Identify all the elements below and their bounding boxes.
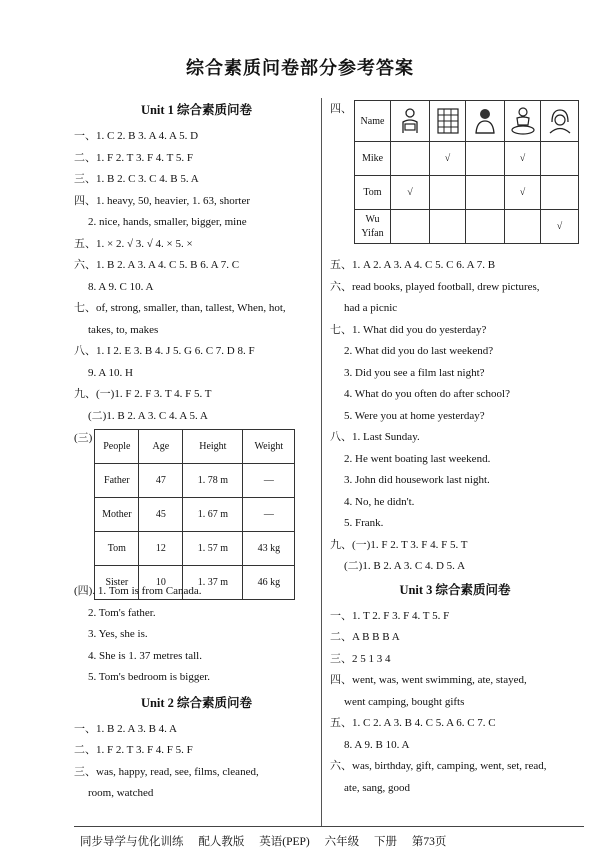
answer-line: 九、(一)1. F 2. F 3. T 4. F 5. T <box>74 388 212 400</box>
table-header-row <box>355 101 579 142</box>
answer-line: 2. He went boating last weekend. <box>344 452 491 465</box>
answer-line: 六、read books, played football, drew pictures, <box>330 280 540 293</box>
answer-line: room, watched <box>88 787 154 799</box>
answer-line: had a picnic <box>344 302 398 314</box>
answer-line: (四). 1. Tom is from Canada. <box>74 585 202 597</box>
footer-subject: 英语(PEP) <box>259 836 310 848</box>
table-cell: √ <box>541 210 579 244</box>
answer-line: 4. She is 1. 37 metres tall. <box>88 649 202 662</box>
table-header-row <box>95 430 295 464</box>
table-cell <box>466 210 505 244</box>
answer-line: 3. Did you see a film last night? <box>344 366 485 379</box>
answer-line: 一、1. C 2. B 3. A 4. A 5. D <box>74 130 199 142</box>
answer-line: 三、1. B 2. C 3. C 4. B 5. A <box>74 173 199 185</box>
table-cell: Mike <box>355 142 391 176</box>
table-row <box>355 210 579 244</box>
table-cell: 1. 78 m <box>183 464 243 498</box>
answer-line: 八、1. Last Sunday. <box>330 431 420 443</box>
answer-line: 四、went, was, went swimming, ate, stayed, <box>330 674 527 686</box>
table-label: 四、 <box>330 103 352 115</box>
answer-line: 2. Tom's father. <box>88 606 156 619</box>
page-footer <box>80 833 580 849</box>
answer-line: 8. A 9. C 10. A <box>88 280 154 293</box>
answer-line: 五、1. A 2. A 3. A 4. C 5. C 6. A 7. B <box>330 259 496 271</box>
column-divider <box>321 98 322 826</box>
table-row <box>95 532 295 566</box>
answer-line: 七、1. What did you do yesterday? <box>330 323 487 336</box>
footer-edition: 配人教版 <box>198 836 245 848</box>
table-cell <box>430 210 466 244</box>
table-header: Weight <box>243 430 295 464</box>
table-cell: Tom <box>95 532 139 566</box>
table-row <box>95 464 295 498</box>
footer-term: 下册 <box>373 836 397 848</box>
table-cell: Mother <box>95 498 139 532</box>
table-row <box>355 176 579 210</box>
answer-line: 5. Were you at home yesterday? <box>344 409 485 422</box>
answer-line: 4. No, he didn't. <box>344 495 415 508</box>
table-header: Age <box>139 430 183 464</box>
table-header <box>466 101 505 142</box>
table-cell <box>505 210 541 244</box>
left-column <box>74 100 319 805</box>
answer-line: 二、A B B B A <box>330 631 400 643</box>
table-header: People <box>95 430 139 464</box>
table-row <box>95 498 295 532</box>
answer-line: 八、1. I 2. E 3. B 4. J 5. G 6. C 7. D 8. F <box>74 345 255 357</box>
answer-line: 8. A 9. B 10. A <box>344 738 410 751</box>
answer-line: 4. What do you often do after school? <box>344 388 510 400</box>
table-cell: Wu Yifan <box>355 210 391 244</box>
table-cell: 47 <box>139 464 183 498</box>
table-cell: √ <box>391 176 430 210</box>
table-cell: Father <box>95 464 139 498</box>
answer-line: 二、1. F 2. T 3. F 4. F 5. F <box>74 744 193 756</box>
table-header <box>505 101 541 142</box>
answer-line: 9. A 10. H <box>88 366 133 379</box>
unit2-title: Unit 2 综合素质问卷 <box>140 695 253 710</box>
table-cell: — <box>243 498 295 532</box>
swimming-icon <box>547 106 573 136</box>
answer-line: (二)1. B 2. A 3. C 4. D 5. A <box>344 560 466 572</box>
answer-line: 六、1. B 2. A 3. A 4. C 5. B 6. A 7. C <box>74 259 240 271</box>
table-cell: Sister <box>95 566 139 600</box>
table-cell: √ <box>505 176 541 210</box>
table-cell: √ <box>430 142 466 176</box>
footer-series: 同步导学与优化训练 <box>80 836 184 848</box>
activity-table <box>354 100 579 244</box>
table-cell: 1. 37 m <box>183 566 243 600</box>
answer-line: ate, sang, good <box>344 781 410 794</box>
table-cell: 46 kg <box>243 566 295 600</box>
table-cell: 1. 57 m <box>183 532 243 566</box>
footer-rule <box>74 826 584 827</box>
activity-table-section <box>330 100 580 255</box>
answer-line: 六、was, birthday, gift, camping, went, set, read, <box>330 760 547 772</box>
table-cell: 12 <box>139 532 183 566</box>
football-icon <box>435 106 461 136</box>
answer-line: 一、1. B 2. A 3. B 4. A <box>74 722 177 735</box>
table-cell: √ <box>505 142 541 176</box>
table-cell: 10 <box>139 566 183 600</box>
answer-line: 三、was, happy, read, see, films, cleaned, <box>74 765 259 778</box>
answer-line: (二)1. B 2. A 3. C 4. A 5. A <box>88 409 208 422</box>
answer-line: went camping, bought gifts <box>344 695 465 708</box>
answer-line: 四、1. heavy, 50, heavier, 1. 63, shorter <box>74 194 251 207</box>
people-table-section <box>74 429 319 588</box>
answer-line: 二、1. F 2. T 3. F 4. T 5. F <box>74 151 193 164</box>
footer-grade: 六年级 <box>324 836 360 848</box>
answer-line: 2. nice, hands, smaller, bigger, mine <box>88 216 247 228</box>
right-column <box>330 100 580 799</box>
table-cell: Tom <box>355 176 391 210</box>
table-header: Height <box>183 430 243 464</box>
table-header <box>430 101 466 142</box>
answer-line: 五、1. × 2. √ 3. √ 4. × 5. × <box>74 237 193 250</box>
answer-line: takes, to, makes <box>88 323 159 336</box>
unit1-title: Unit 1 综合素质问卷 <box>140 103 253 117</box>
answer-line: 九、(一)1. F 2. T 3. F 4. F 5. T <box>330 538 468 551</box>
footer-page-number: 第73页 <box>411 836 447 848</box>
answer-line: 一、1. T 2. F 3. F 4. T 5. F <box>330 609 450 622</box>
table-header <box>541 101 579 142</box>
table-cell <box>391 210 430 244</box>
answer-line: 5. Frank. <box>344 517 384 529</box>
answer-line: 2. What did you do last weekend? <box>344 345 494 357</box>
answer-line: 3. John did housework last night. <box>344 474 490 486</box>
page-title: 综合素质问卷部分参考答案 <box>186 58 414 79</box>
answer-line: 三、2 5 1 3 4 <box>330 652 391 665</box>
table-cell <box>466 142 505 176</box>
table-cell: 45 <box>139 498 183 532</box>
table-label: (三) <box>74 432 93 444</box>
table-cell: 43 kg <box>243 532 295 566</box>
picture-icon <box>472 106 498 136</box>
table-cell <box>430 176 466 210</box>
table-row <box>355 142 579 176</box>
answer-line: 3. Yes, she is. <box>88 628 148 640</box>
answer-line: 五、1. C 2. A 3. B 4. C 5. A 6. C 7. C <box>330 717 496 729</box>
picnic-icon <box>510 106 536 136</box>
unit3-title: Unit 3 综合素质问卷 <box>399 582 511 597</box>
table-header: Name <box>355 101 391 142</box>
reading-icon <box>397 106 423 136</box>
table-cell <box>541 176 579 210</box>
table-cell <box>466 176 505 210</box>
table-cell <box>391 142 430 176</box>
answer-line: 七、of, strong, smaller, than, tallest, When, hot, <box>74 302 286 314</box>
table-header <box>391 101 430 142</box>
table-cell: — <box>243 464 295 498</box>
answer-line: 5. Tom's bedroom is bigger. <box>88 671 211 683</box>
people-table <box>94 429 295 600</box>
table-cell <box>541 142 579 176</box>
table-cell: 1. 67 m <box>183 498 243 532</box>
